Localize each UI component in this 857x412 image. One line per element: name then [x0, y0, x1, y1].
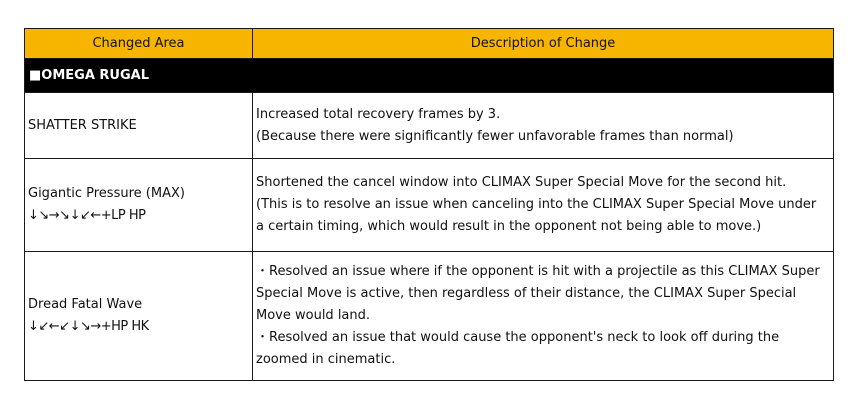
section-title: ■OMEGA RUGAL	[25, 59, 834, 93]
area-cell	[25, 93, 253, 159]
description-line: ・Resolved an issue where if the opponent is hit with a projectile as this CLIMAX Super	[256, 264, 820, 279]
description-line: (Because there were significantly fewer unfavorable frames than normal)	[256, 128, 734, 144]
area-cell	[25, 252, 253, 381]
description-line: Shortened the cancel window into CLIMAX Super Special Move for the second hit.	[256, 175, 787, 190]
description-cell	[253, 252, 834, 381]
table-header-row	[25, 29, 834, 59]
header-changed-area: Changed Area	[25, 29, 253, 59]
section-row	[25, 59, 834, 93]
move-name: SHATTER STRIKE	[28, 117, 137, 133]
description-line: a certain timing, which would result in the opponent not being able to move.)	[256, 219, 762, 234]
table-row	[25, 252, 834, 381]
move-command: ↓↙←↙↓↘→+HP HK	[28, 319, 149, 334]
table-row	[25, 93, 834, 159]
move-name: Dread Fatal Wave	[28, 297, 143, 312]
description-line: (This is to resolve an issue when canceling into the CLIMAX Super Special Move under	[256, 197, 817, 212]
header-description: Description of Change	[253, 29, 834, 59]
description-cell	[253, 93, 834, 159]
description-line: zoomed in cinematic.	[256, 352, 396, 367]
description-line: ・Resolved an issue that would cause the opponent's neck to look off during the	[256, 330, 780, 345]
move-command: ↓↘→↘↓↙←+LP HP	[28, 208, 146, 223]
area-cell	[25, 159, 253, 252]
move-name: Gigantic Pressure (MAX)	[28, 186, 185, 201]
table-row	[25, 159, 834, 252]
description-cell	[253, 159, 834, 252]
description-line: Increased total recovery frames by 3.	[256, 106, 501, 122]
changes-table	[24, 28, 834, 381]
description-line: Special Move is active, then regardless of their distance, the CLIMAX Super Special	[256, 286, 797, 301]
description-line: Move would land.	[256, 308, 371, 323]
